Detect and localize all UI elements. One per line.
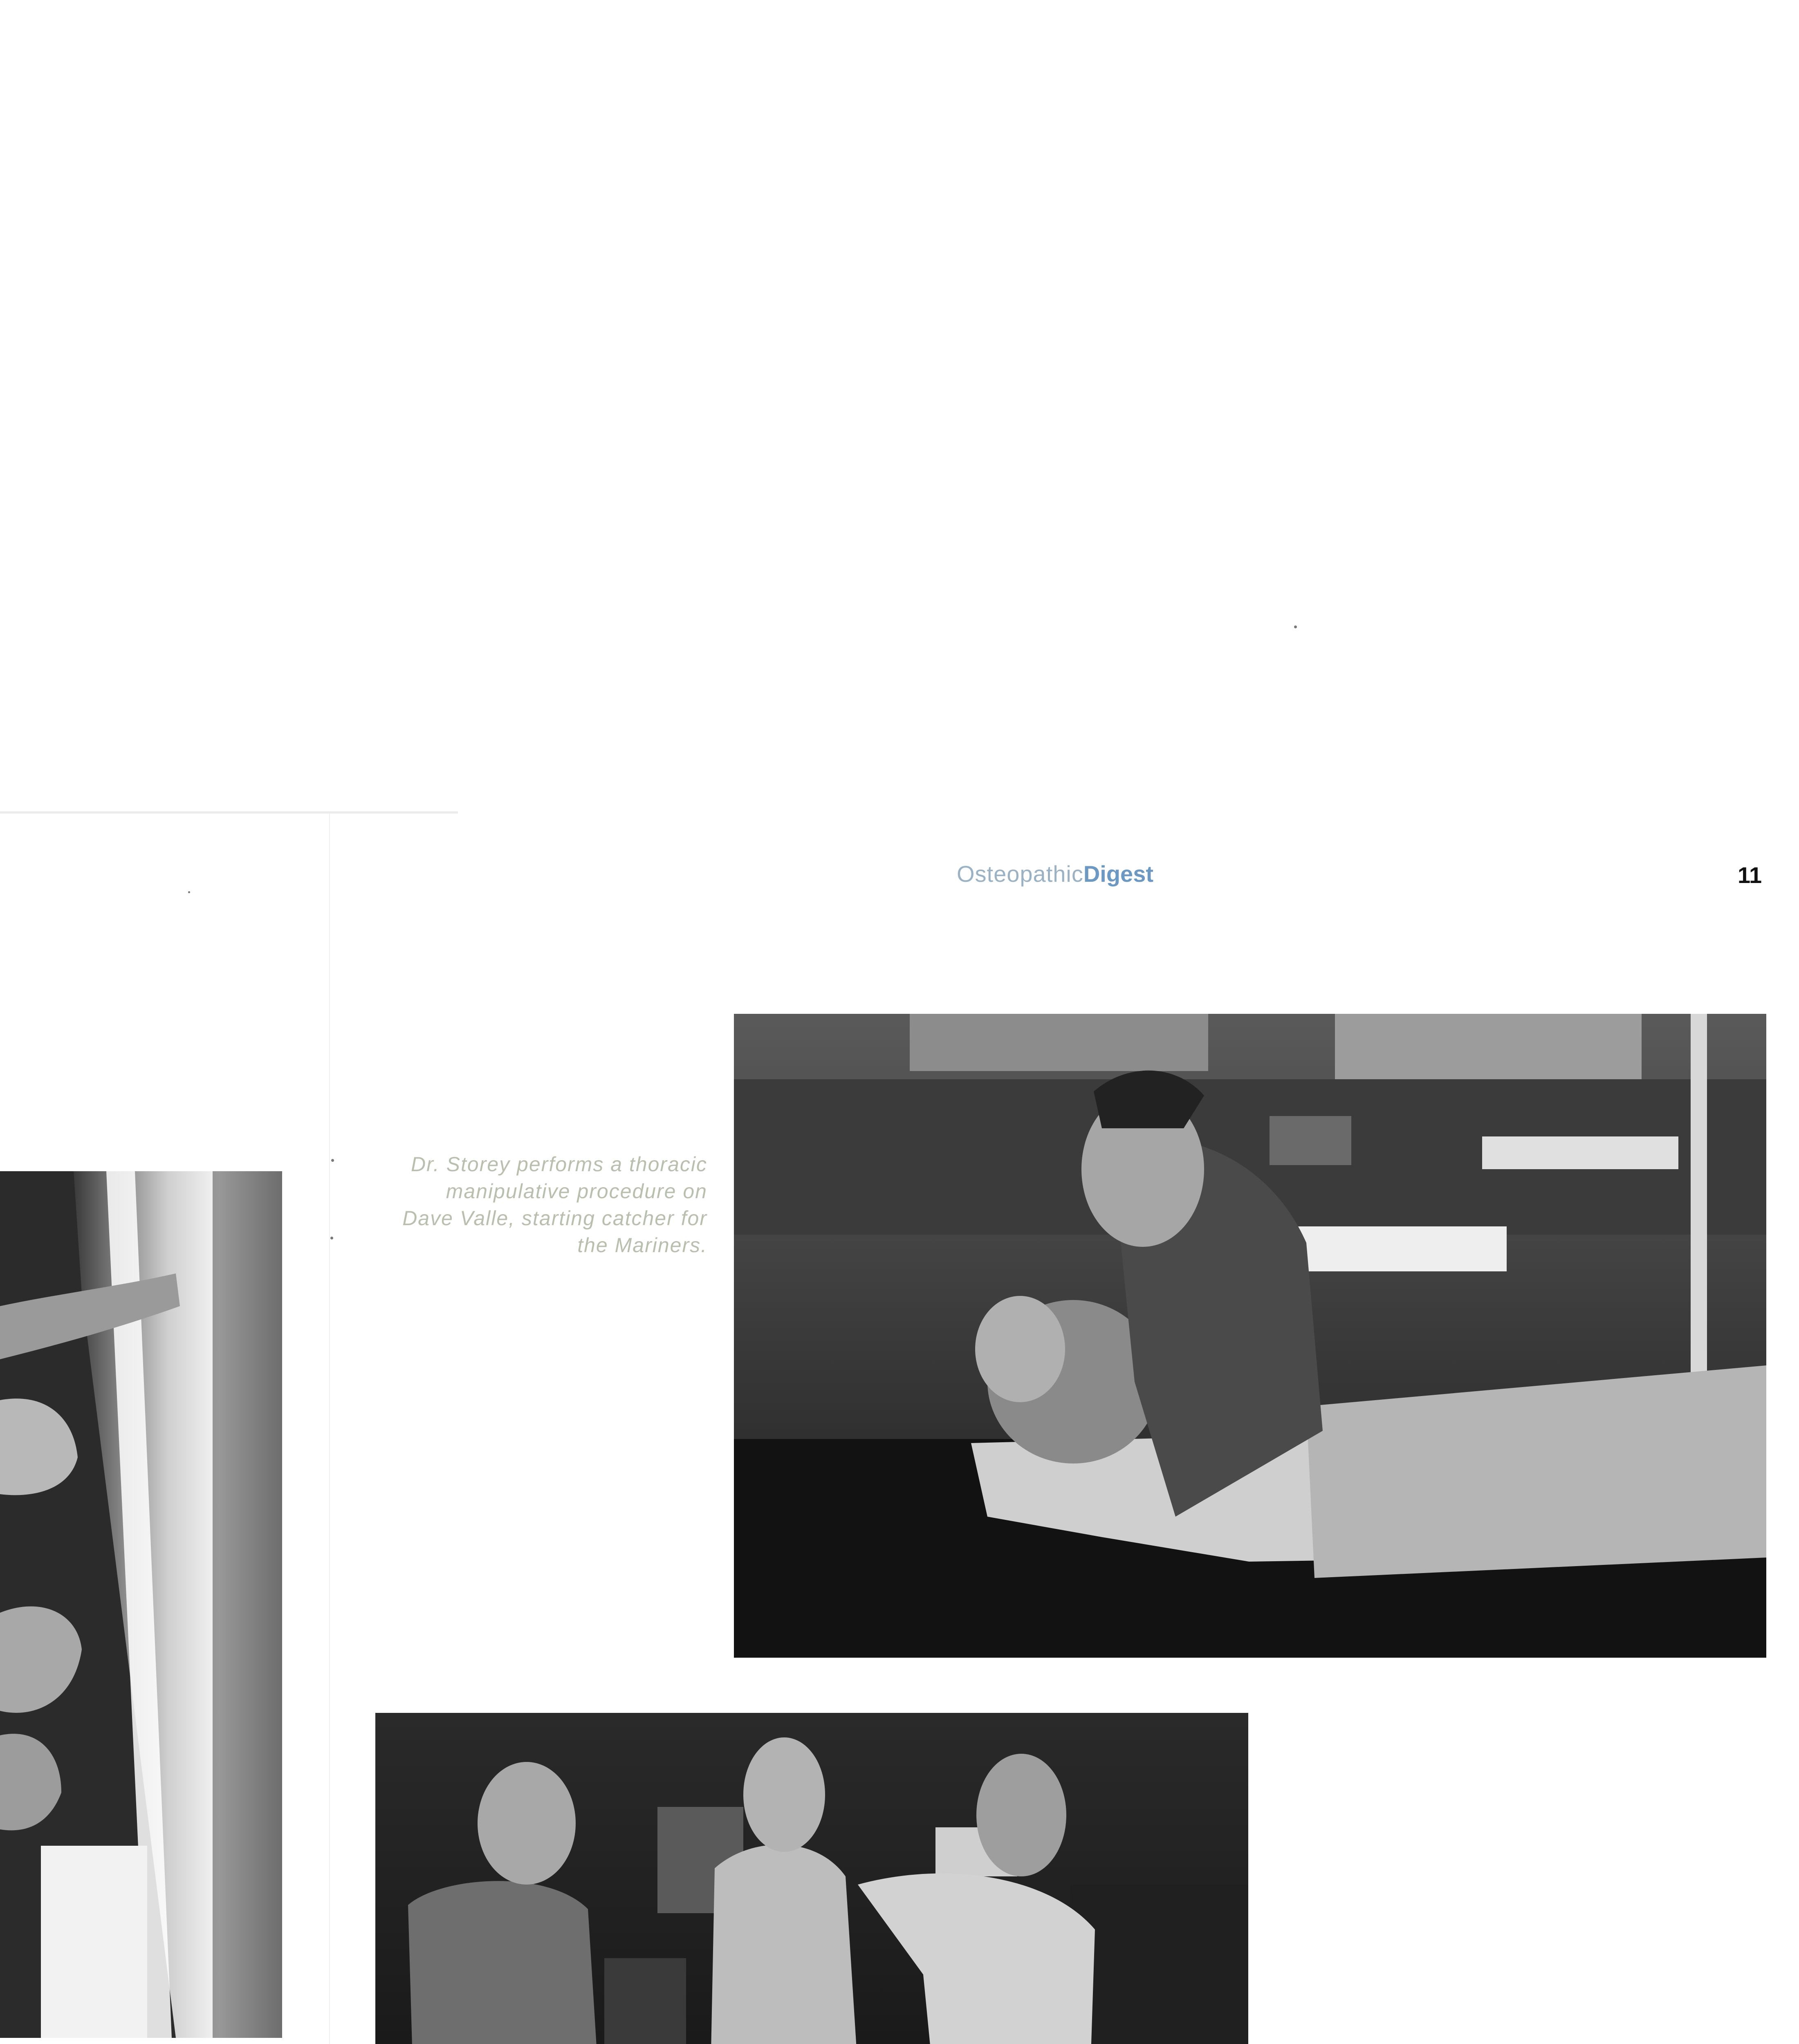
caption-line: Dr. Storey performs a thoracic — [410, 1153, 707, 1176]
caption-line: Dave Valle, starting catcher for — [402, 1207, 707, 1230]
brand-name-bold: Digest — [1083, 861, 1153, 887]
previous-page-edge — [0, 811, 458, 814]
page-gutter — [329, 814, 330, 2044]
xray-viewing-photo — [0, 1171, 282, 2038]
scan-speck — [1294, 625, 1297, 628]
scan-speck — [188, 891, 190, 893]
page-number: 11 — [1738, 862, 1762, 888]
top-photo-caption — [368, 1151, 707, 1259]
running-header — [957, 861, 1153, 887]
scan-speck — [330, 1237, 333, 1239]
caption-line: the Mariners. — [577, 1234, 707, 1257]
thoracic-procedure-photo — [734, 1014, 1766, 1658]
caption-line: manipulative procedure on — [446, 1180, 707, 1203]
brand-name-light: Osteopathic — [957, 861, 1083, 887]
scan-speck — [331, 1159, 334, 1162]
stress-test-photo — [375, 1713, 1248, 2044]
